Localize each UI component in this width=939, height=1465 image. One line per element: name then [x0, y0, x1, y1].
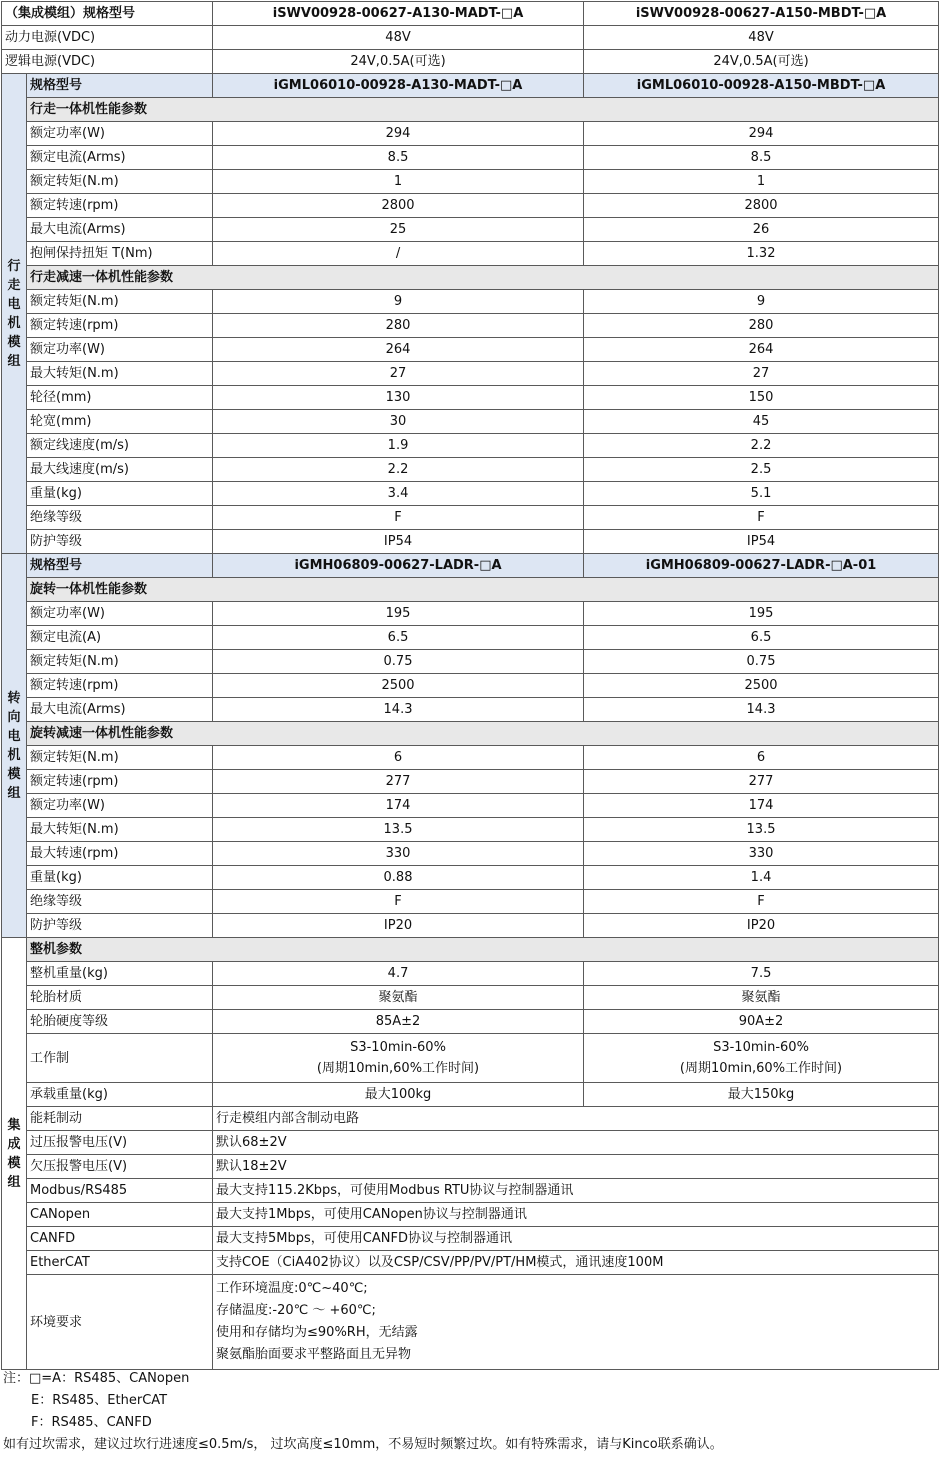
- param-label: 额定转速(rpm): [27, 770, 213, 794]
- value-b: 14.3: [584, 698, 939, 722]
- value-a: 13.5: [213, 818, 584, 842]
- value-a: 280: [213, 314, 584, 338]
- duty-line: S3-10min-60%: [713, 1040, 809, 1055]
- value-b: 1.4: [584, 866, 939, 890]
- note-line: E：RS485、EtherCAT: [31, 1393, 168, 1408]
- table-row: [2, 890, 939, 914]
- env-line: 聚氨酯胎面要求平整路面且无异物: [216, 1347, 412, 1362]
- table-row: [2, 314, 939, 338]
- value-b: 7.5: [584, 962, 939, 986]
- value-a: 0.88: [213, 866, 584, 890]
- value-b: 294: [584, 122, 939, 146]
- table-row: [2, 50, 939, 74]
- value-b: 45: [584, 410, 939, 434]
- model-label: 规格型号: [27, 554, 213, 578]
- param-label: 额定功率(W): [27, 794, 213, 818]
- param-label: 最大电流(Arms): [27, 698, 213, 722]
- table-row: [2, 266, 939, 290]
- table-row: [2, 1107, 939, 1131]
- param-label: 环境要求: [27, 1275, 213, 1370]
- duty-line: (周期10min,60%工作时间): [316, 1061, 480, 1076]
- param-label: Modbus/RS485: [27, 1179, 213, 1203]
- table-row: [2, 338, 939, 362]
- param-label: 最大电流(Arms): [27, 218, 213, 242]
- section-title: 行走一体机性能参数: [27, 98, 939, 122]
- value-b: 1: [584, 170, 939, 194]
- value-full: 最大支持1Mbps，可使用CANopen协议与控制器通讯: [213, 1203, 939, 1227]
- table-row: [2, 26, 939, 50]
- value-b: 330: [584, 842, 939, 866]
- value-b: IP20: [584, 914, 939, 938]
- param-label: 额定转矩(N.m): [27, 290, 213, 314]
- value-full: [213, 1275, 939, 1370]
- param-label: 额定功率(W): [27, 602, 213, 626]
- param-label: 绝缘等级: [27, 890, 213, 914]
- param-label: 轮宽(mm): [27, 410, 213, 434]
- value-a: 1: [213, 170, 584, 194]
- value-b: 277: [584, 770, 939, 794]
- note-line: 注：□=A：RS485、CANopen: [3, 1371, 190, 1386]
- param-label: 额定转速(rpm): [27, 674, 213, 698]
- env-line: 工作环境温度:0℃~40℃;: [216, 1281, 368, 1296]
- param-label: 承载重量(kg): [27, 1083, 213, 1107]
- table-row: [2, 530, 939, 554]
- table-row: [2, 842, 939, 866]
- table-row: [2, 1203, 939, 1227]
- param-label: EtherCAT: [27, 1251, 213, 1275]
- param-label: 欠压报警电压(V): [27, 1155, 213, 1179]
- value-a: 2800: [213, 194, 584, 218]
- spec-table: [1, 1, 939, 1370]
- value-full: 最大支持5Mbps，可使用CANFD协议与控制器通讯: [213, 1227, 939, 1251]
- value-b: 0.75: [584, 650, 939, 674]
- value-b: 174: [584, 794, 939, 818]
- spec-table-body: [2, 2, 939, 1370]
- table-row: [2, 1155, 939, 1179]
- value-full: 支持COE（CiA402协议）以及CSP/CSV/PP/PV/PT/HM模式，通讯速度100M: [213, 1251, 939, 1275]
- table-row: [2, 242, 939, 266]
- param-label: 轮胎硬度等级: [27, 1010, 213, 1034]
- table-row: [2, 938, 939, 962]
- notes: [3, 1368, 723, 1456]
- value-b: [584, 1034, 939, 1083]
- table-row: [2, 1083, 939, 1107]
- value-a: 24V,0.5A(可选): [213, 50, 584, 74]
- param-label: 额定功率(W): [27, 122, 213, 146]
- value-a: 85A±2: [213, 1010, 584, 1034]
- value-a: 330: [213, 842, 584, 866]
- table-row: [2, 770, 939, 794]
- value-a: 14.3: [213, 698, 584, 722]
- table-row: [2, 1034, 939, 1083]
- integrated-group-label: [2, 938, 27, 1370]
- value-a: 6.5: [213, 626, 584, 650]
- section-title: 行走减速一体机性能参数: [27, 266, 939, 290]
- table-row: [2, 1131, 939, 1155]
- param-label: 额定功率(W): [27, 338, 213, 362]
- value-b: 8.5: [584, 146, 939, 170]
- model-a: iGML06010-00928-A130-MADT-□A: [213, 74, 584, 98]
- table-row: [2, 362, 939, 386]
- param-label: 最大转矩(N.m): [27, 818, 213, 842]
- table-row: [2, 482, 939, 506]
- value-a: 25: [213, 218, 584, 242]
- table-row: [2, 602, 939, 626]
- value-a: 294: [213, 122, 584, 146]
- param-label: 过压报警电压(V): [27, 1131, 213, 1155]
- table-row: [2, 74, 939, 98]
- table-row: [2, 554, 939, 578]
- value-b: 2.2: [584, 434, 939, 458]
- value-b: 最大150kg: [584, 1083, 939, 1107]
- table-row: [2, 962, 939, 986]
- param-label: 最大转速(rpm): [27, 842, 213, 866]
- param-label: 额定电流(Arms): [27, 146, 213, 170]
- value-a: 48V: [213, 26, 584, 50]
- walk-group-label-text: 行走电机模组: [7, 258, 21, 369]
- value-a: 最大100kg: [213, 1083, 584, 1107]
- value-b: 195: [584, 602, 939, 626]
- value-a: F: [213, 506, 584, 530]
- note-line: F：RS485、CANFD: [31, 1415, 152, 1430]
- value-b: 聚氨酯: [584, 986, 939, 1010]
- table-row: [2, 434, 939, 458]
- table-row: [2, 218, 939, 242]
- value-b: 264: [584, 338, 939, 362]
- value-a: /: [213, 242, 584, 266]
- param-label: 额定转速(rpm): [27, 314, 213, 338]
- table-row: [2, 746, 939, 770]
- param-label: 重量(kg): [27, 866, 213, 890]
- value-a: 2.2: [213, 458, 584, 482]
- param-label: 额定转矩(N.m): [27, 746, 213, 770]
- value-full: 行走模组内部含制动电路: [213, 1107, 939, 1131]
- value-a: 4.7: [213, 962, 584, 986]
- value-b: 6: [584, 746, 939, 770]
- env-line: 存储温度:-20℃ ～ +60℃;: [216, 1303, 376, 1318]
- value-a: 8.5: [213, 146, 584, 170]
- model-b: iGML06010-00928-A150-MBDT-□A: [584, 74, 939, 98]
- value-b: IP54: [584, 530, 939, 554]
- value-a: 174: [213, 794, 584, 818]
- table-row: [2, 914, 939, 938]
- value-b: 6.5: [584, 626, 939, 650]
- value-b: 1.32: [584, 242, 939, 266]
- table-row: [2, 122, 939, 146]
- value-a: 6: [213, 746, 584, 770]
- value-b: 27: [584, 362, 939, 386]
- param-label: 防护等级: [27, 530, 213, 554]
- table-row: [2, 986, 939, 1010]
- value-a: IP54: [213, 530, 584, 554]
- value-b: 2500: [584, 674, 939, 698]
- param-label: 额定转矩(N.m): [27, 170, 213, 194]
- section-title: 整机参数: [27, 938, 939, 962]
- value-b: F: [584, 506, 939, 530]
- value-a: 130: [213, 386, 584, 410]
- table-row: [2, 794, 939, 818]
- model-header-label: （集成模组）规格型号: [2, 2, 213, 26]
- table-row: [2, 626, 939, 650]
- value-a: 聚氨酯: [213, 986, 584, 1010]
- table-row: [2, 410, 939, 434]
- param-label: 最大转矩(N.m): [27, 362, 213, 386]
- value-a: 9: [213, 290, 584, 314]
- param-label: 额定线速度(m/s): [27, 434, 213, 458]
- table-row: [2, 722, 939, 746]
- param-label: 额定转矩(N.m): [27, 650, 213, 674]
- turn-group-label: [2, 554, 27, 938]
- table-row: [2, 1010, 939, 1034]
- table-row: [2, 1275, 939, 1370]
- param-label: 轮径(mm): [27, 386, 213, 410]
- table-row: [2, 1251, 939, 1275]
- env-line: 使用和存储均为≤90%RH，无结露: [216, 1325, 418, 1340]
- value-b: 90A±2: [584, 1010, 939, 1034]
- walk-group-label: [2, 74, 27, 554]
- value-a: F: [213, 890, 584, 914]
- value-a: 195: [213, 602, 584, 626]
- note-line: 如有过坎需求，建议过坎行进速度≤0.5m/s， 过坎高度≤10mm，不易短时频繁过坎。如有特殊需求，请与Kinco联系确认。: [3, 1437, 723, 1452]
- value-a: IP20: [213, 914, 584, 938]
- section-title: 旋转一体机性能参数: [27, 578, 939, 602]
- table-row: [2, 458, 939, 482]
- turn-group-label-text: 转向电机模组: [7, 690, 21, 801]
- value-b: 26: [584, 218, 939, 242]
- table-row: [2, 98, 939, 122]
- value-b: 24V,0.5A(可选): [584, 50, 939, 74]
- duty-line: (周期10min,60%工作时间): [679, 1061, 843, 1076]
- param-label: 动力电源(VDC): [2, 26, 213, 50]
- value-b: 48V: [584, 26, 939, 50]
- table-row: [2, 170, 939, 194]
- model-a: iGMH06809-00627-LADR-□A: [213, 554, 584, 578]
- value-b: 280: [584, 314, 939, 338]
- param-label: 工作制: [27, 1034, 213, 1083]
- table-row: [2, 506, 939, 530]
- param-label: 整机重量(kg): [27, 962, 213, 986]
- value-a: 1.9: [213, 434, 584, 458]
- table-row: [2, 146, 939, 170]
- model-b: iGMH06809-00627-LADR-□A-01: [584, 554, 939, 578]
- value-a: 3.4: [213, 482, 584, 506]
- param-label: 额定转速(rpm): [27, 194, 213, 218]
- duty-line: S3-10min-60%: [350, 1040, 446, 1055]
- table-row: [2, 674, 939, 698]
- table-row: [2, 866, 939, 890]
- value-b: 9: [584, 290, 939, 314]
- value-b: 2.5: [584, 458, 939, 482]
- param-label: CANFD: [27, 1227, 213, 1251]
- value-b: 5.1: [584, 482, 939, 506]
- value-a: 30: [213, 410, 584, 434]
- model-label: 规格型号: [27, 74, 213, 98]
- section-title: 旋转减速一体机性能参数: [27, 722, 939, 746]
- value-b: F: [584, 890, 939, 914]
- param-label: 轮胎材质: [27, 986, 213, 1010]
- param-label: CANopen: [27, 1203, 213, 1227]
- table-row: [2, 1227, 939, 1251]
- param-label: 能耗制动: [27, 1107, 213, 1131]
- param-label: 最大线速度(m/s): [27, 458, 213, 482]
- param-label: 重量(kg): [27, 482, 213, 506]
- param-label: 额定电流(A): [27, 626, 213, 650]
- table-row: [2, 290, 939, 314]
- table-row: [2, 578, 939, 602]
- value-a: 277: [213, 770, 584, 794]
- param-label: 绝缘等级: [27, 506, 213, 530]
- param-label: 抱闸保持扭矩 T(Nm): [27, 242, 213, 266]
- value-a: 27: [213, 362, 584, 386]
- value-full: 默认18±2V: [213, 1155, 939, 1179]
- value-b: 150: [584, 386, 939, 410]
- table-row: [2, 194, 939, 218]
- value-full: 默认68±2V: [213, 1131, 939, 1155]
- value-b: 2800: [584, 194, 939, 218]
- table-row: [2, 386, 939, 410]
- model-b-header: iSWV00928-00627-A150-MBDT-□A: [584, 2, 939, 26]
- table-row: [2, 818, 939, 842]
- table-row: [2, 2, 939, 26]
- table-row: [2, 698, 939, 722]
- value-b: 13.5: [584, 818, 939, 842]
- value-a: [213, 1034, 584, 1083]
- value-a: 0.75: [213, 650, 584, 674]
- value-a: 264: [213, 338, 584, 362]
- value-full: 最大支持115.2Kbps，可使用Modbus RTU协议与控制器通讯: [213, 1179, 939, 1203]
- value-a: 2500: [213, 674, 584, 698]
- table-row: [2, 1179, 939, 1203]
- table-row: [2, 650, 939, 674]
- model-a-header: iSWV00928-00627-A130-MADT-□A: [213, 2, 584, 26]
- param-label: 防护等级: [27, 914, 213, 938]
- integrated-group-label-text: 集成模组: [7, 1117, 21, 1190]
- param-label: 逻辑电源(VDC): [2, 50, 213, 74]
